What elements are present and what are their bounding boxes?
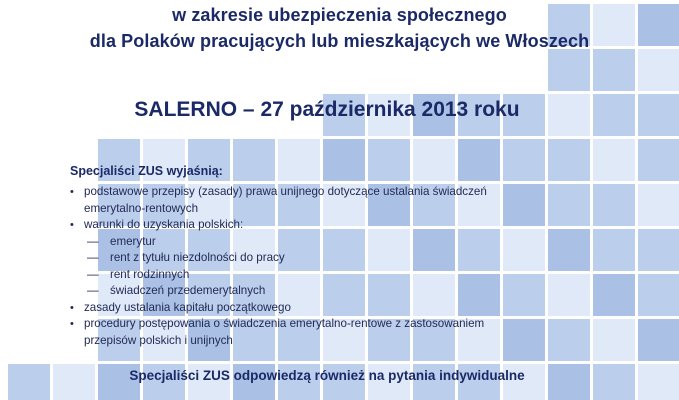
header-line-2: dla Polaków pracujących lub mieszkających we Włoszech — [89, 31, 590, 51]
header-line-1: w zakresie ubezpieczenia społecznego — [172, 5, 507, 25]
list-item — [62, 300, 532, 317]
footer-note: Specjaliści ZUS odpowiedzą również na pytania indywidualne — [129, 368, 525, 383]
sub-list-item: — rent z tytułu niezdolności do pracy — [84, 250, 532, 267]
event-title: SALERNO – 27 października 2013 roku — [134, 98, 520, 121]
sub-list-item: — świadczeń przedemerytalnych — [84, 283, 532, 300]
sub-list-item: — rent rodzinnych — [84, 267, 532, 284]
list-item — [62, 184, 532, 217]
topics-list — [62, 184, 532, 349]
topics-intro: Specjaliści ZUS wyjaśnią: — [70, 164, 223, 178]
list-item — [62, 217, 532, 300]
list-item-text: podstawowe przepisy (zasady) prawa unijnego dotyczące ustalania świadczeń emerytalno-rentowych — [84, 185, 487, 215]
list-item — [62, 316, 532, 349]
sub-list — [84, 234, 532, 300]
sub-list-item: — emerytur — [84, 234, 532, 251]
list-item-text: procedury postępowania o świadczenia emerytalno-rentowe z zastosowaniem przepisów polskich i unijnych — [84, 317, 485, 347]
list-item-text: warunki do uzyskania polskich: — [84, 218, 244, 231]
list-item-text: zasady ustalania kapitału początkowego — [84, 300, 291, 314]
